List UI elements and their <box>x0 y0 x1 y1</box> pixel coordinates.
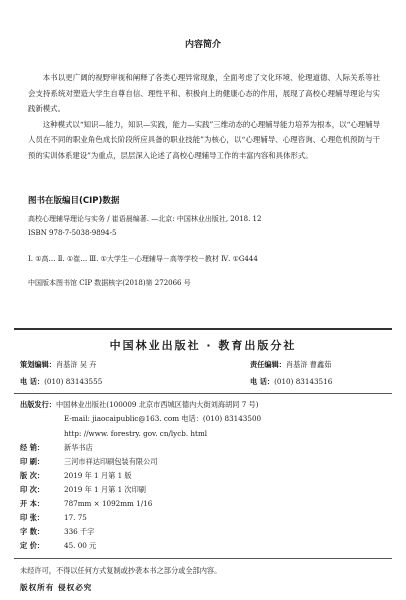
phone-label: 电 话： <box>20 377 45 386</box>
phone-label: 电 话： <box>250 377 275 386</box>
spec-row <box>20 485 146 495</box>
intro-title: 内容简介 <box>184 40 221 50</box>
intro-paragraph: 本书以更广阔的视野审视和阐释了各类心理异常现象，全面考虑了文化环境、伦理道德、人际关系等社会支持系统对塑造大学生自尊自信、理性平和、积极向上的健康心态的作用，展现了高校心理辅导理论与实践新模式。 <box>28 73 380 113</box>
intro-paragraph: 这种模式以“知识—能力，知识—实践，能力—实践”三维动态的心理辅导能力培养为根本，以“心理辅导人员在不同的职业角色成长阶段所应具备的职业技能”为核心，以“心理辅导、心理咨询、心理危机预防与干预的实训体系建设”为重点，层层深入论述了高校心理辅导工作的丰富内容和具体形式。 <box>28 119 380 160</box>
spec-value: 336 千字 <box>64 527 95 536</box>
cip-isbn: ISBN 978-7-5038-9894-5 <box>28 229 117 237</box>
spec-label: 版 次： <box>20 471 45 480</box>
intro-body <box>28 70 380 163</box>
cip-record-number: 中国版本图书馆 CIP 数据核字(2018)第 272066 号 <box>28 279 191 287</box>
spec-row <box>20 443 93 453</box>
cip-classification: Ⅰ. ①高… Ⅱ. ①崔… Ⅲ. ①大学生－心理辅导－高等学校－教材 Ⅳ. ①G444 <box>28 255 258 263</box>
spec-label: 印 张： <box>20 513 45 522</box>
spec-row <box>20 499 152 509</box>
spec-value: 45. 00 元 <box>64 541 97 550</box>
spec-label: 印 次： <box>20 485 45 494</box>
spec-label: 经 销： <box>20 443 45 452</box>
cip-title: 图书在版编目(CIP)数据 <box>28 196 120 206</box>
spec-value: 三河市祥达印刷包装有限公司 <box>64 457 158 466</box>
spec-row <box>20 471 132 481</box>
spec-value: 2019 年 1 月第 1 次印刷 <box>64 485 146 494</box>
phone-value: (010) 83143516 <box>274 377 333 386</box>
divider-thick <box>14 328 392 330</box>
responsible-editor-label: 责任编辑： <box>250 360 286 369</box>
divider-thin <box>14 393 392 394</box>
publisher-label: 出版发行： <box>20 400 56 409</box>
spec-row <box>20 457 157 467</box>
rights-reserved: 版权所有 侵权必究 <box>20 583 93 592</box>
editor-row <box>20 360 390 370</box>
spec-value: 2019 年 1 月第 1 版 <box>64 471 132 480</box>
spec-row <box>20 527 94 537</box>
copy-notice: 未经许可，不得以任何方式复制或抄袭本书之部分或全部内容。 <box>20 566 222 575</box>
publisher-email: E-mail: jiaocaipublic@163. com 电话：(010) 83143500 <box>64 414 262 423</box>
spec-label: 印 刷： <box>20 457 45 466</box>
spec-row <box>20 541 96 551</box>
phone-value: (010) 83143555 <box>44 377 103 386</box>
divider-thin <box>14 558 392 559</box>
spec-row <box>20 513 87 523</box>
publisher-banner: 中国林业出版社 · 教育出版分社 <box>109 339 297 352</box>
publisher-value: 中国林业出版社(100009 北京市西城区德内大街刘海胡同 7 号) <box>55 400 259 409</box>
spec-label: 定 价： <box>20 541 45 550</box>
planning-editor-names: 肖基浒 吴 卉 <box>55 360 97 369</box>
responsible-editor-names: 肖基浒 曹鑫茹 <box>285 360 332 369</box>
spec-label: 开 本： <box>20 499 45 508</box>
phone-row <box>20 377 390 387</box>
publisher-website: http: //www. forestry. gov. cn/lycb. html <box>64 429 208 438</box>
cip-book-line: 高校心理辅导理论与实务 / 崔语晨编著. —北京: 中国林业出版社, 2018. 12 <box>28 215 262 223</box>
spec-value: 17. 75 <box>64 513 87 522</box>
spec-value: 787mm × 1092mm 1/16 <box>64 499 153 508</box>
planning-editor-label: 策划编辑： <box>20 360 56 369</box>
publisher-line <box>20 400 259 410</box>
spec-label: 字 数： <box>20 527 45 536</box>
spec-value: 新华书店 <box>64 443 93 452</box>
